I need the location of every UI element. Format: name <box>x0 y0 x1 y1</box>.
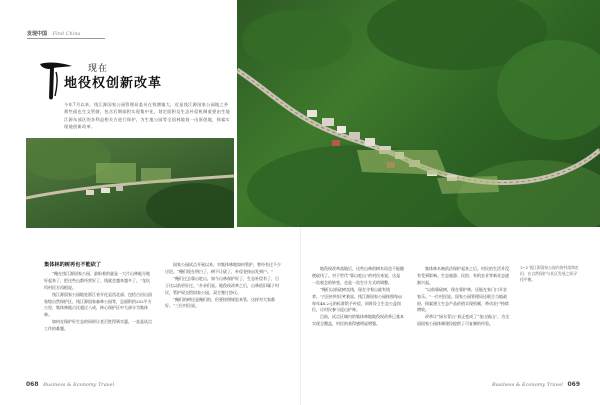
page-title: 地役权创新改革 <box>64 76 163 91</box>
aerial-fields-photo <box>26 138 234 228</box>
paragraph: “俺在钱江源国家公园，最盼着的就是一大片山林能分地好起来了，把这些山都经营好了，钱就会越来越多了。”龙坑坞村民方再根说。 <box>44 270 151 290</box>
magazine-name: Business & Economy Travel <box>491 382 563 388</box>
paragraph: 改革让“绿水青山”真正变成了“金山银山”，为全国国家公园体制建设提供了可复制的经验。 <box>417 314 510 327</box>
paragraph: 钱江源国家公园地处浙江省开化县西北部，包括古田山国家级自然保护区、钱江源国家森林公园等，总面积约252平方公里，集体林地占比超过八成，核心保护区中大部分为集体林。 <box>44 291 152 318</box>
page-number-right: 069 <box>567 381 580 388</box>
section-label-en: Find China <box>52 31 81 37</box>
article-column-3 <box>312 266 404 328</box>
lead-paragraph: 今年7月以来，钱江源国家公园管理局委员在钱塘镇大，近是钱江源国家公园地之外那些面也生文管辖，包含后期面积实现集中化，划定面积及生态补偿机制重要由生地江源东部区的各利益相关方进行保护，为生地公园等全国林地划一出原创地，探索实现地创新改革。 <box>64 102 231 130</box>
photo-caption: 1~2 钱江源国家公园内的村落和农田，在自然保护与社区发展之间寻找平衡。 <box>520 265 579 282</box>
paragraph: “俺们的树还是俺们的，但要按照规矩来管，这样对大家都好。”三位村民说。 <box>165 296 276 309</box>
section-label: 发现中国 <box>27 31 48 37</box>
aerial-village-illustration <box>237 0 600 227</box>
paragraph: 目前，试点区域内的集体林地地役权改革已基本实现全覆盖，村民的获得感明显增强。 <box>312 314 404 327</box>
title-line-1: 现在 <box>88 64 109 74</box>
footer-right <box>492 381 580 388</box>
footer-left <box>26 381 114 388</box>
paragraph: 地役权改革落地后，这些山林的树木再也不能随便砍伐了。对于世代“靠山吃山”的村民来说，这是一次观念的转变，也是一次生计方式的调整。 <box>312 266 404 285</box>
paragraph: “以前靠砍树，现在靠护林，还能在家门口开农家乐。”一位村民说。国家公园管理局还联合当地政府，探索建立生态产品价值实现机制，带动农户持续增收。 <box>417 286 509 313</box>
aerial-village-photo <box>237 0 600 227</box>
magazine-name: Business & Economy Travel <box>43 382 115 388</box>
aerial-fields-illustration <box>26 138 234 228</box>
page-number-left: 068 <box>26 381 39 388</box>
paragraph: 集体林木被依法保护起来之后，村民的生活并没有受到影响。生态旅游、民宿、有机农业等新业态逐渐兴起。 <box>417 266 509 285</box>
paragraph: 国家公园试点开展以来，对集体林地如何管护，曾经有过不少讨论。“俺们现在明白了，树不让砍了，补偿金按亩发到户。” <box>165 262 281 274</box>
paragraph: “俺们以前砍树卖钱，现在守着山就有钱拿。”古田村村民笑着说。钱江源国家公园按照每亩每年48.2元的标准给予补偿，同时设立生态公益岗位，让村民参与巡山护林。 <box>312 286 403 313</box>
paragraph: “俺们过去靠山吃山，如今山林保护好了，生态补偿有了，日子比以前更好过。”乡亲们说。地役权改革之后，山林依旧属于村民，管护权交给国家公园，双方签订协议。 <box>165 275 280 295</box>
article-column-1 <box>44 262 152 333</box>
header-rule <box>27 38 105 39</box>
article-column-2 <box>165 262 281 310</box>
article-subhead: 集体林的树再也不能砍了 <box>44 262 102 268</box>
paragraph: 如何在保护好生态的同时让老百姓得到实惠，一直是试点工作的难题。 <box>44 319 152 332</box>
article-column-4 <box>417 266 510 328</box>
section-header <box>27 30 81 37</box>
